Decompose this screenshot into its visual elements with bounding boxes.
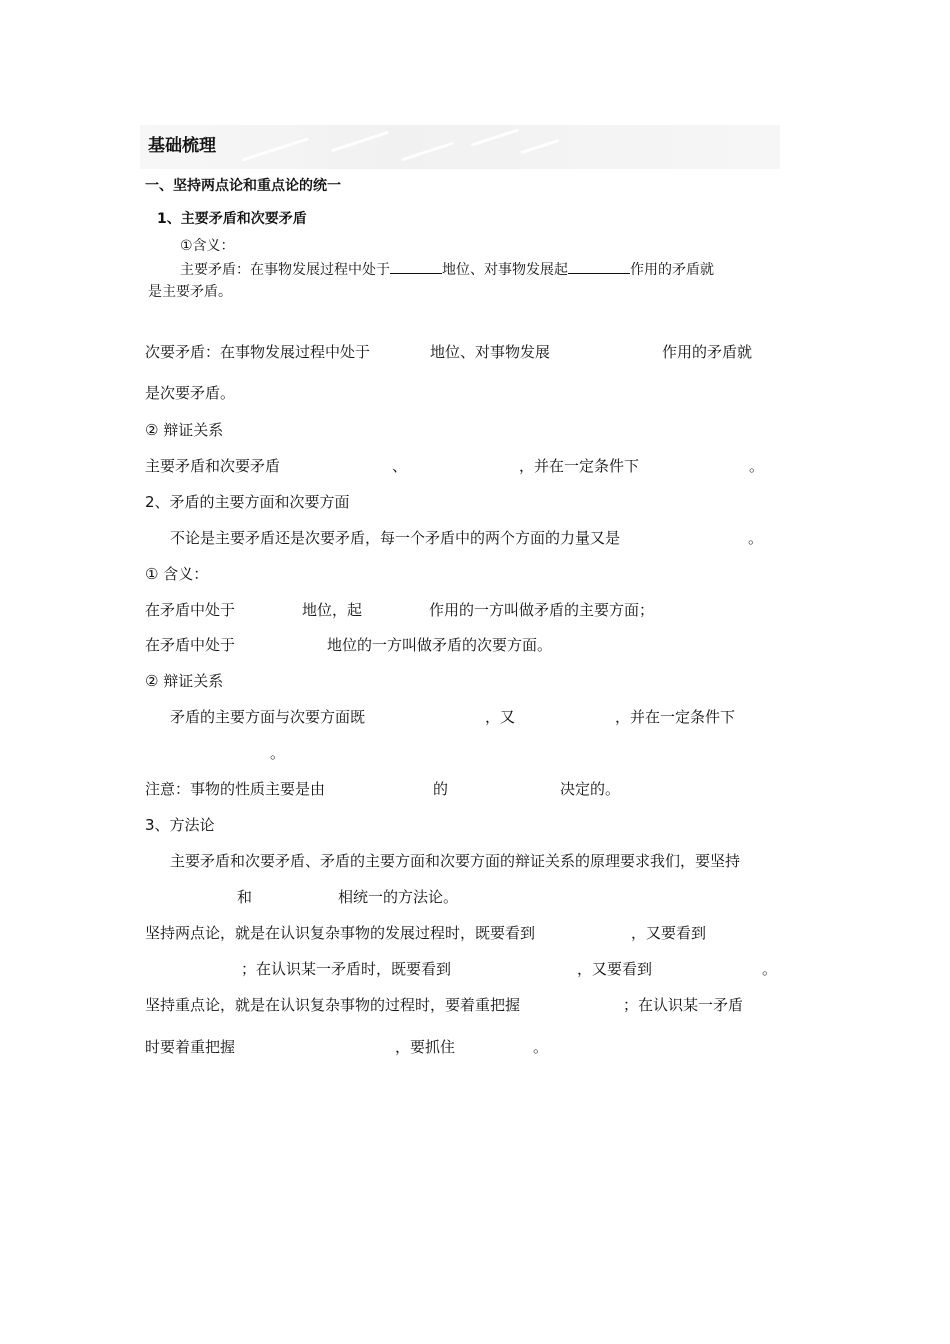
text-segment: 。: [762, 960, 778, 978]
main-contradiction-line: [180, 258, 714, 280]
text-line: 是次要矛盾。: [145, 384, 236, 402]
text-segment: ，又要看到: [577, 960, 653, 978]
meaning-label: ① 含义：: [145, 565, 209, 583]
text-segment: 决定的。: [560, 780, 621, 798]
note-line: [145, 779, 620, 799]
text-segment: 次要矛盾：在事物发展过程中处于: [145, 343, 371, 361]
dialectic-label: ② 辩证关系: [145, 421, 224, 439]
text-segment: ，又要看到: [631, 924, 707, 942]
text-segment: 不论是主要矛盾还是次要矛盾，每一个矛盾中的两个方面的力量又是: [170, 529, 621, 547]
two-points-line: [145, 923, 706, 943]
text-segment: 的: [433, 780, 449, 798]
text-segment: 在矛盾中处于: [145, 601, 236, 619]
text-segment: 时要着重把握: [145, 1038, 236, 1056]
text-segment: 相统一的方法论。: [338, 888, 459, 906]
text-segment: 作用的矛盾就: [630, 262, 714, 278]
text-segment: 。: [749, 457, 765, 475]
section-heading: 一、坚持两点论和重点论的统一: [145, 178, 341, 194]
text-segment: ，要抓住: [395, 1038, 456, 1056]
key-point-continuation-line: [145, 1037, 548, 1057]
text-segment: 作用的一方叫做矛盾的主要方面；: [429, 601, 655, 619]
text-segment: 主要矛盾：在事物发展过程中处于: [180, 262, 390, 278]
secondary-aspect-line: [145, 635, 552, 655]
relation-line: [145, 456, 764, 476]
key-point-line: [145, 995, 743, 1015]
text-segment: 主要矛盾和次要矛盾: [145, 457, 281, 475]
main-aspect-line: [145, 600, 654, 620]
text-segment: ；在认识某一矛盾时，既要看到: [241, 960, 452, 978]
subsection-heading: 3、方法论: [145, 816, 215, 834]
text-segment: 、: [392, 457, 408, 475]
secondary-contradiction-line: [145, 342, 752, 362]
text-segment: 在矛盾中处于: [145, 636, 236, 654]
relation-line: [170, 707, 735, 727]
text-segment: 坚持重点论，就是在认识复杂事物的过程时，要着重把握: [145, 996, 521, 1014]
text-segment: 坚持两点论，就是在认识复杂事物的发展过程时，既要看到: [145, 924, 536, 942]
text-segment: 作用的矛盾就: [662, 343, 753, 361]
text-segment: 地位的一方叫做矛盾的次要方面。: [327, 636, 553, 654]
dialectic-label: ② 辩证关系: [145, 672, 224, 690]
text-segment: ；在认识某一矛盾: [623, 996, 744, 1014]
text-segment: 矛盾的主要方面与次要方面既: [170, 708, 366, 726]
two-points-continuation-line: [145, 959, 777, 979]
aspects-intro-line: [170, 528, 763, 548]
page-title: 基础梳理: [148, 136, 216, 156]
fill-blank[interactable]: [390, 258, 442, 274]
heading-banner: [140, 125, 780, 169]
method-line: 主要矛盾和次要矛盾、矛盾的主要方面和次要方面的辩证关系的原理要求我们，要坚持: [170, 852, 741, 870]
text-segment: 地位、对事物发展起: [442, 262, 568, 278]
text-segment: ，并在一定条件下: [615, 708, 736, 726]
text-line: 是主要矛盾。: [148, 284, 232, 300]
text-segment: 地位、对事物发展: [430, 343, 551, 361]
fill-blank[interactable]: [568, 258, 630, 274]
subsection-heading: 2、矛盾的主要方面和次要方面: [145, 493, 350, 511]
text-segment: 。: [533, 1038, 549, 1056]
meaning-label: ①含义：: [180, 238, 235, 254]
text-segment: 注意：事物的性质主要是由: [145, 780, 326, 798]
text-segment: 。: [748, 529, 764, 547]
text-segment: ，并在一定条件下: [519, 457, 640, 475]
subsection-heading: 1、主要矛盾和次要矛盾: [157, 211, 307, 227]
text-segment: 地位，起: [302, 601, 363, 619]
text-segment: 和: [237, 888, 253, 906]
method-continuation-line: [145, 887, 458, 907]
text-line: 。: [270, 744, 286, 762]
text-segment: ，又: [485, 708, 516, 726]
